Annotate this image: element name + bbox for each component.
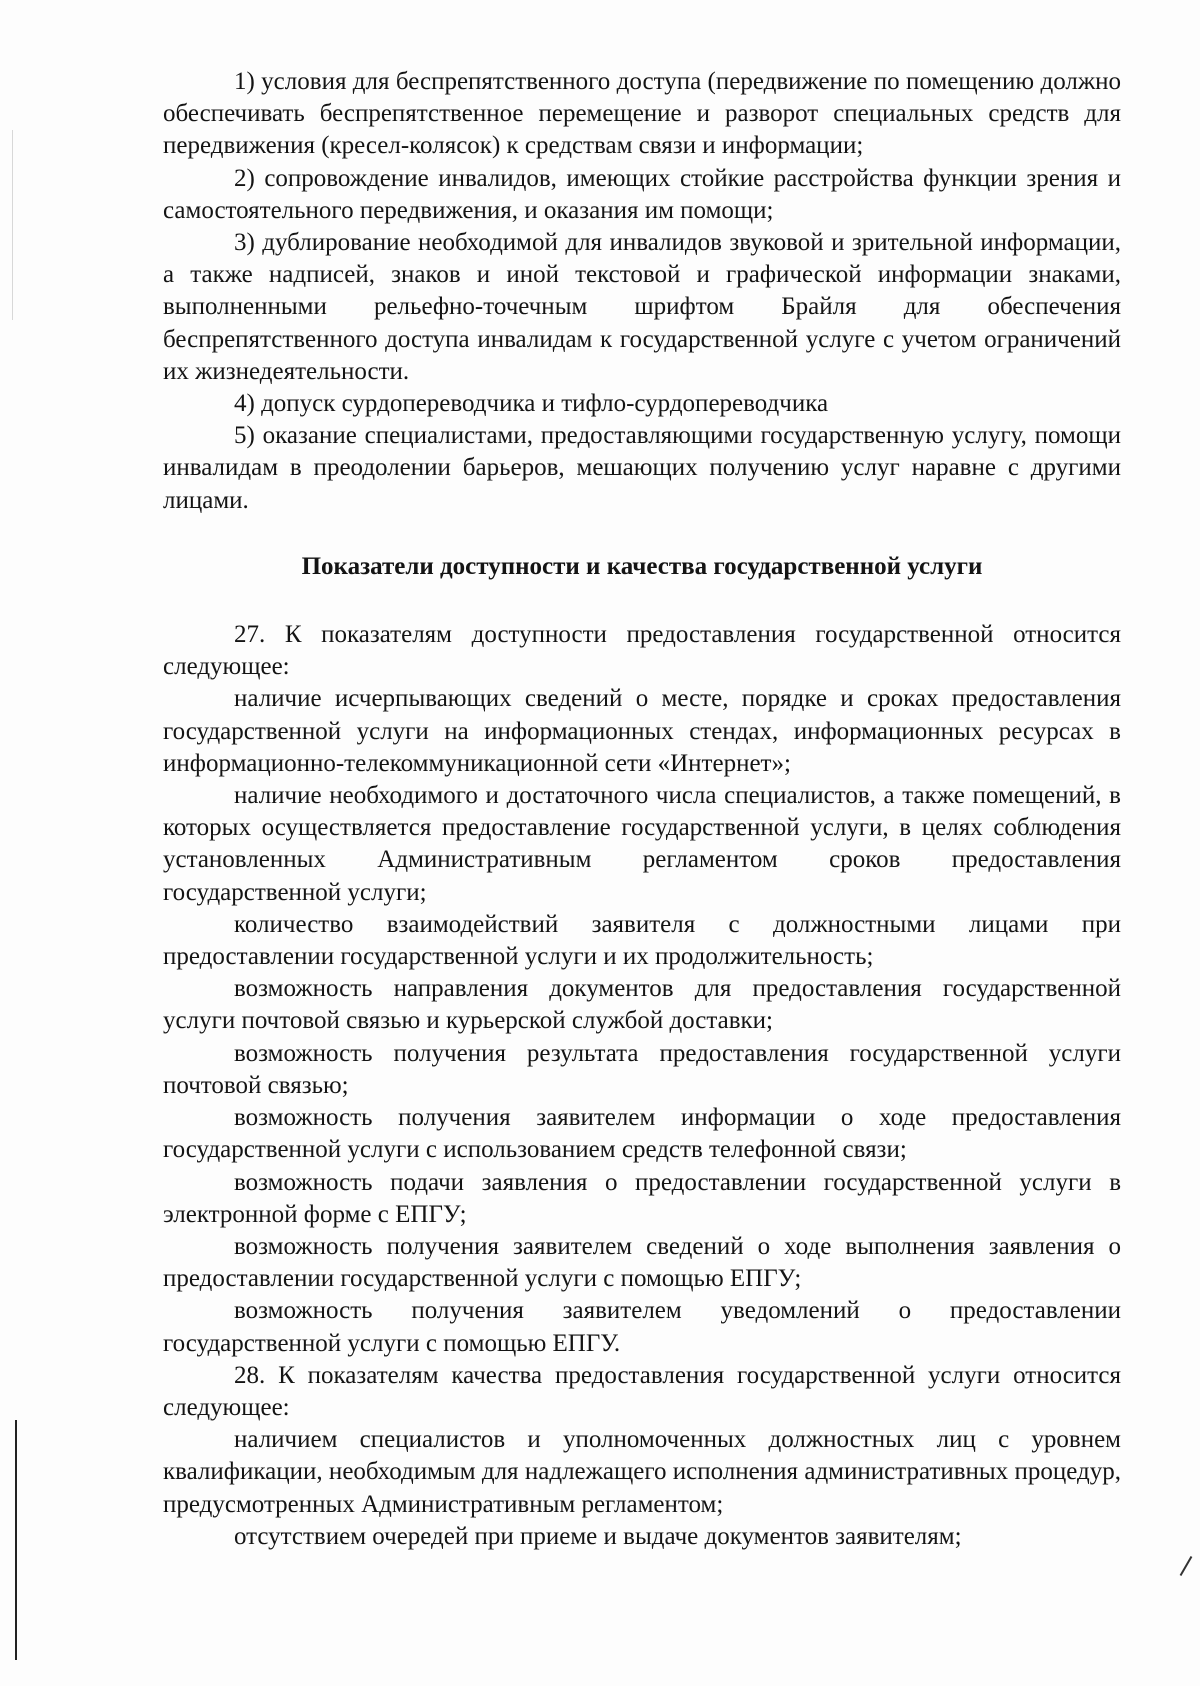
paragraph: количество взаимодействий заявителя с должностными лицами при предоставлении государственной услуги и их продолжительность; xyxy=(163,910,1121,971)
section-heading: Показатели доступности и качества государственной услуги xyxy=(301,552,983,580)
paragraph: отсутствием очередей при приеме и выдаче документов заявителям; xyxy=(234,1522,962,1550)
document-body xyxy=(163,66,1121,1553)
list-item: 4) допуск сурдопереводчика и тифло-сурдопереводчика xyxy=(234,390,829,418)
list-item: 2) сопровождение инвалидов, имеющих стойкие расстройства функции зрения и самостоятельного передвижения, и оказания им помощи; xyxy=(163,164,1121,224)
list-item: 5) оказание специалистами, предоставляющими государственную услугу, помощи инвалидам в преодолении барьеров, мешающих получению услуг наравне с другими лицами. xyxy=(163,422,1121,514)
paragraph: возможность получения заявителем сведений о ходе выполнения заявления о предоставлении государственной услуги с помощью ЕПГУ; xyxy=(163,1232,1121,1293)
list-item: 1) условия для беспрепятственного доступа (передвижение по помещению должно обеспечивать беспрепятственное перемещение и разворот специальных средств для передвижения (кресел-колясок) к средствам связи и информации; xyxy=(163,68,1121,160)
list-item: 3) дублирование необходимой для инвалидов звуковой и зрительной информации, а также надписей, знаков и иной текстовой и графической информации знаками, выполненными рельефно-точечным шрифтом Брайля для обеспечения беспрепятственного доступа инвалидам к государственной услуге с учетом ограничений их жизнедеятельности. xyxy=(163,229,1121,385)
scan-artifact xyxy=(1180,1556,1193,1576)
paragraph: наличие необходимого и достаточного числа специалистов, а также помещений, в которых осуществляется предоставление государственной услуги, в целях соблюдения установленных Административным регламентом сроков предоставления государственной услуги; xyxy=(163,782,1121,906)
paragraph: возможность направления документов для предоставления государственной услуги почтовой связью и курьерской службой доставки; xyxy=(163,975,1121,1035)
paragraph: 27. К показателям доступности предоставления государственной относится следующее: xyxy=(163,621,1121,681)
paragraph: наличием специалистов и уполномоченных должностных лиц с уровнем квалификации, необходимым для надлежащего исполнения административных процедур, предусмотренных Административным регламентом; xyxy=(163,1426,1121,1518)
paragraph: возможность подачи заявления о предоставлении государственной услуги в электронной форме с ЕПГУ; xyxy=(163,1168,1121,1228)
paragraph: наличие исчерпывающих сведений о месте, порядке и сроках предоставления государственной услуги на информационных стендах, информационных ресурсах в информационно-телекоммуникационной сети «Интернет»; xyxy=(163,685,1121,777)
paragraph: возможность получения заявителем уведомлений о предоставлении государственной услуги с помощью ЕПГУ. xyxy=(163,1297,1121,1357)
paragraph: 28. К показателям качества предоставления государственной услуги относится следующее: xyxy=(163,1361,1121,1421)
scan-artifact xyxy=(15,1420,17,1660)
paragraph: возможность получения заявителем информации о ходе предоставления государственной услуги с использованием средств телефонной связи; xyxy=(163,1104,1121,1164)
scan-artifact xyxy=(12,130,13,320)
paragraph: возможность получения результата предоставления государственной услуги почтовой связью; xyxy=(163,1039,1121,1099)
